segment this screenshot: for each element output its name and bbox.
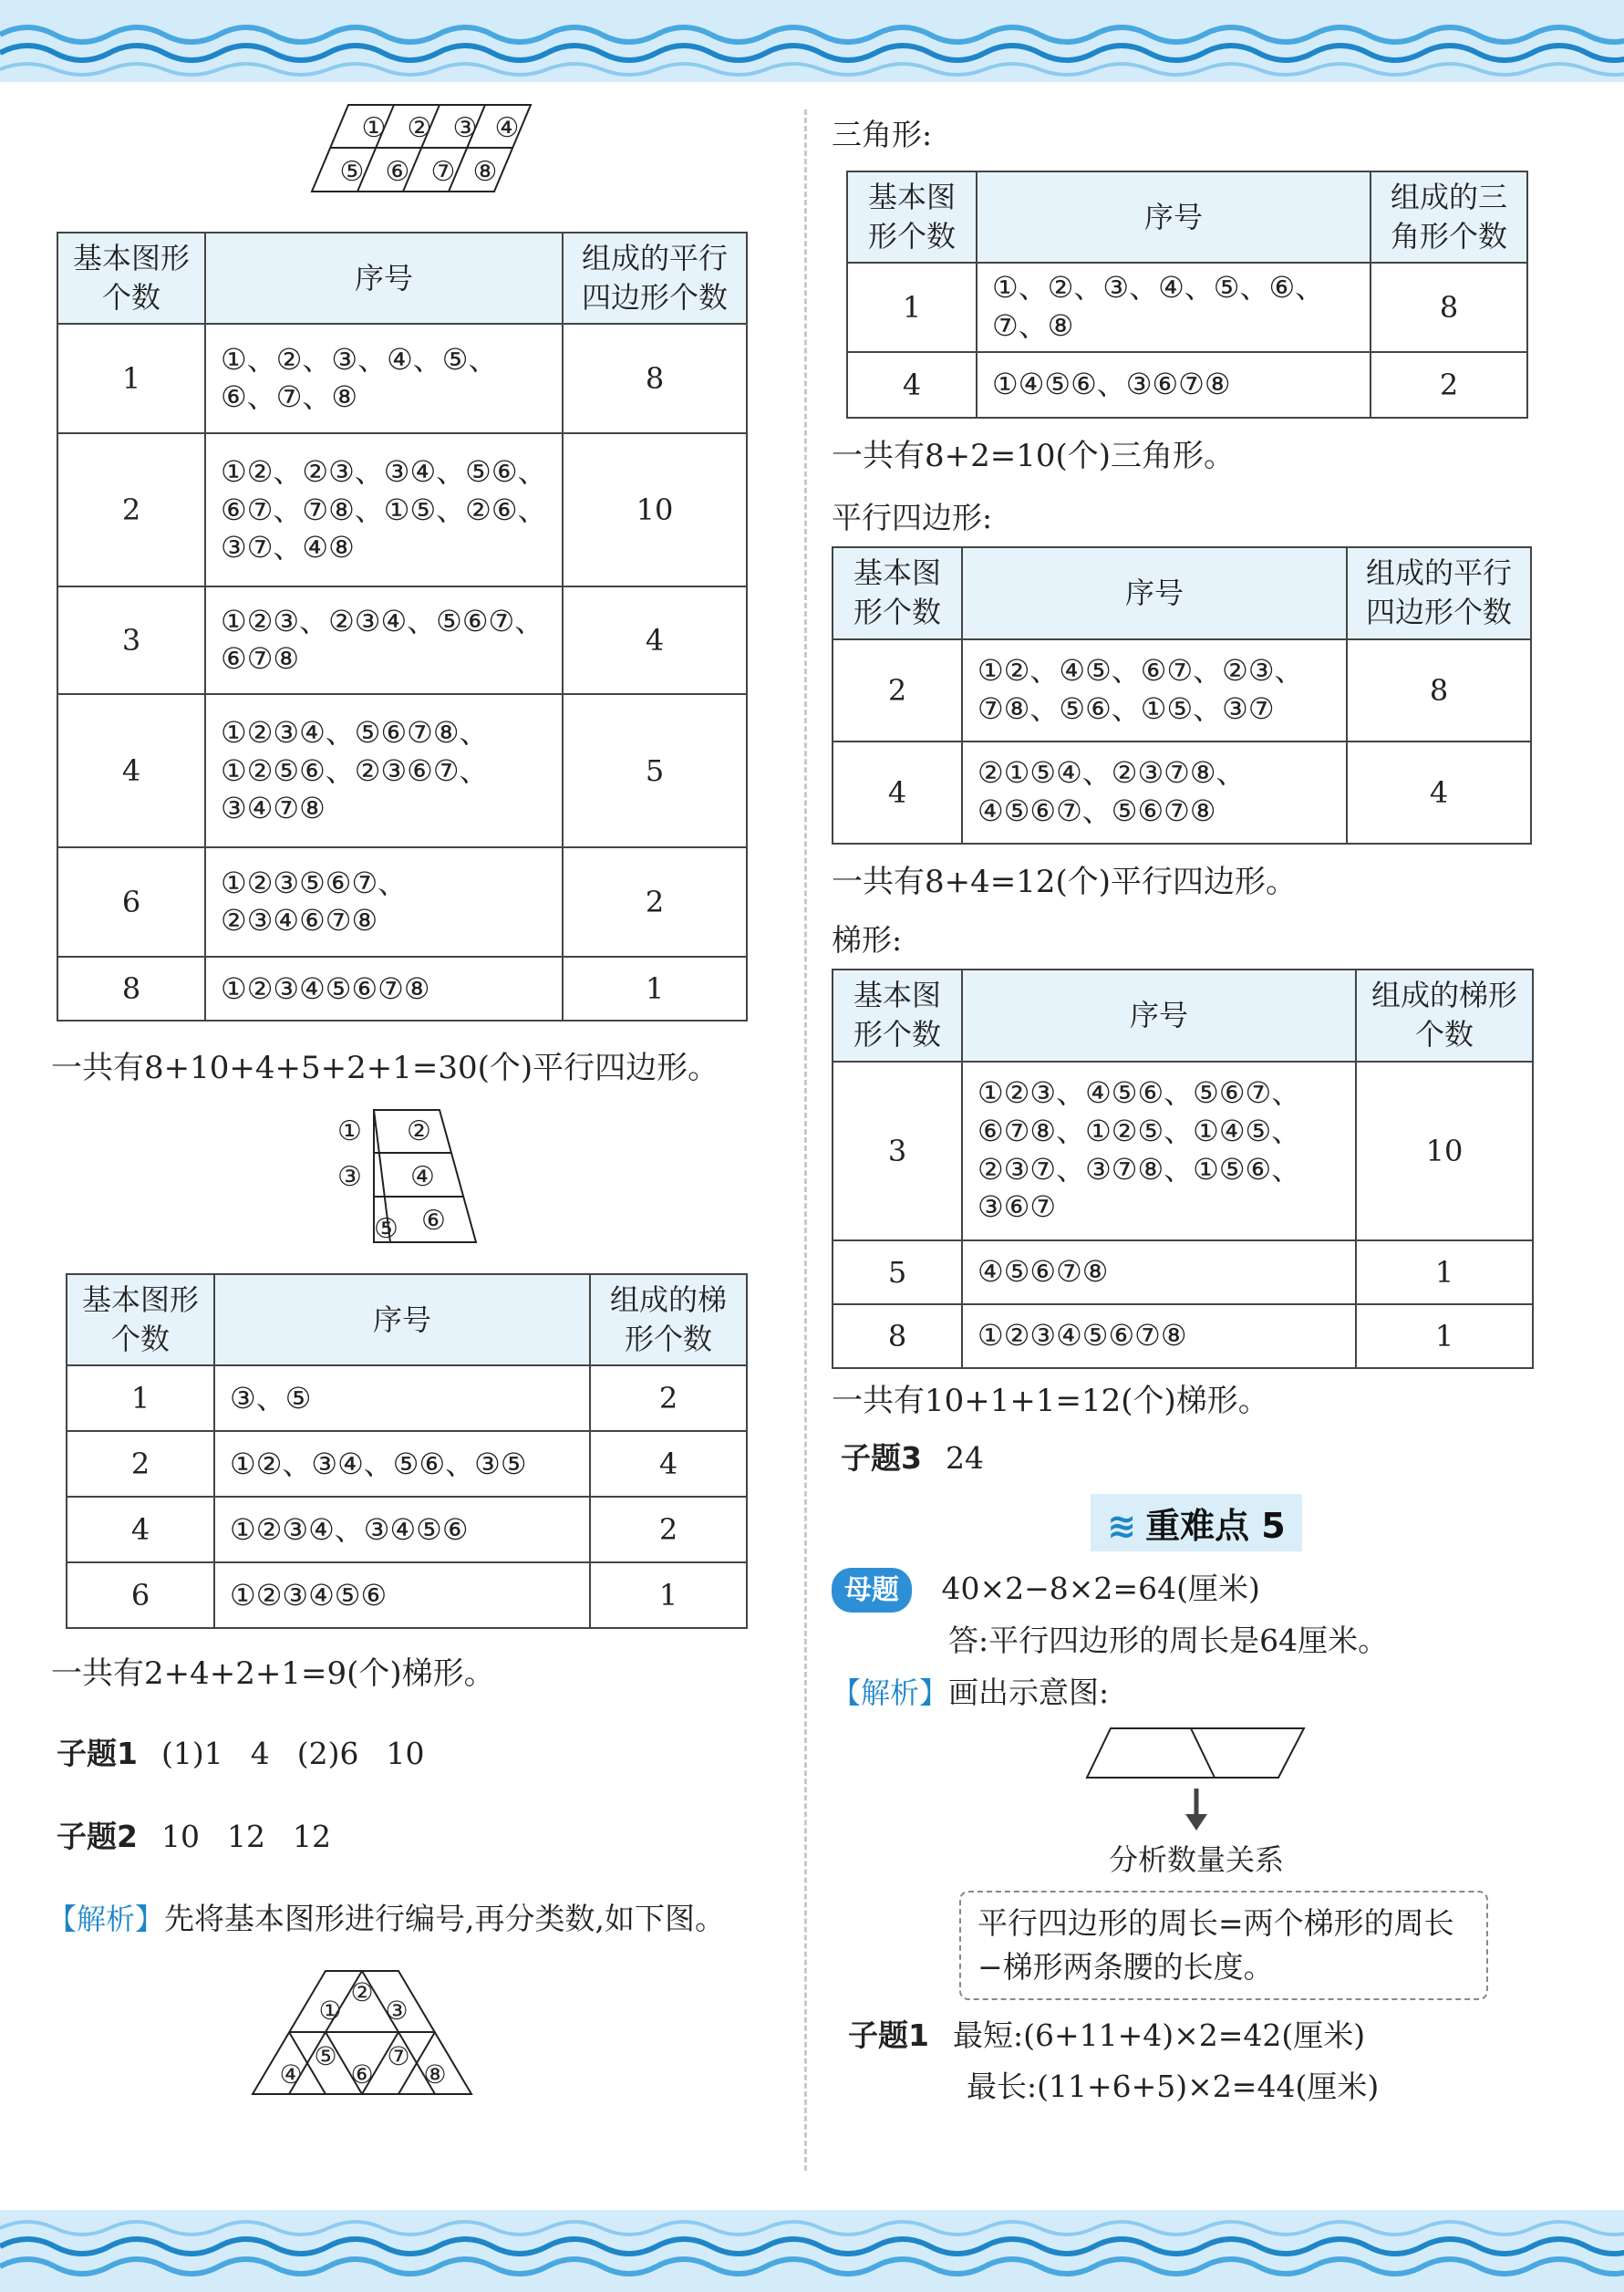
relation-box: 平行四边形的周长=两个梯形的周长−梯形两条腰的长度。 [959,1891,1488,2000]
svg-text:⑦: ⑦ [387,2041,410,2072]
table-cell: 6 [67,1562,214,1628]
parallelogram-count-table [57,232,748,1022]
column-divider [804,109,807,2171]
table-cell: 1 [590,1562,747,1628]
triangle-label: 三角形: [832,117,933,152]
svg-text:⑤: ⑤ [339,156,365,188]
table-cell: ②①⑤④、②③⑦⑧、④⑤⑥⑦、⑤⑥⑦⑧ [962,742,1347,844]
table-cell: 1 [67,1365,214,1431]
table-cell: ①、②、③、④、⑤、⑥、⑦、⑧ [205,324,563,433]
svg-text:⑤: ⑤ [374,1212,398,1245]
table-cell: ①②、③④、⑤⑥、③⑤ [214,1431,590,1497]
table-cell: 10 [1356,1062,1533,1240]
svg-text:⑧: ⑧ [423,2059,447,2090]
total-trapezoids: 一共有2+4+2+1=9(个)梯形。 [51,1655,495,1693]
svg-text:②: ② [407,1115,431,1147]
table-cell: 2 [833,639,962,742]
table-cell: 4 [847,352,977,418]
table-cell: 4 [590,1431,747,1497]
svg-text:③: ③ [385,1996,409,2027]
table-cell: ①②③④⑤⑥ [214,1562,590,1628]
table-header: 序号 [977,171,1371,263]
subquestion-2: 子题2 10 12 12 [57,1819,331,1855]
table-header: 基本图形个数 [67,1274,214,1365]
svg-text:①: ① [361,112,387,144]
subquestion-3: 子题3 24 [841,1440,984,1477]
table-cell: 8 [57,957,205,1021]
table-cell: 8 [1347,639,1531,742]
svg-text:⑥: ⑥ [385,156,410,188]
subquestion-1-right: 子题1 最短:(6+11+4)×2=42(厘米) [848,2017,1366,2054]
table-cell: ①②、②③、③④、⑤⑥、⑥⑦、⑦⑧、①⑤、②⑥、③⑦、④⑧ [205,433,563,586]
right-column [832,100,1561,2109]
table-header: 组成的平行四边形个数 [563,233,747,324]
table-header: 基本图形个数 [847,171,977,263]
svg-text:④: ④ [279,2059,303,2090]
mother-badge: 母题 [832,1568,912,1613]
table-header: 组成的平行四边形个数 [1347,547,1531,638]
table-cell: ①②、④⑤、⑥⑦、②③、⑦⑧、⑤⑥、①⑤、③⑦ [962,639,1347,742]
svg-text:①: ① [337,1115,362,1147]
table-cell: 8 [833,1304,962,1368]
table-cell: 3 [57,586,205,694]
analysis-right: 【解析】画出示意图: [832,1675,1110,1711]
trapezoid-count-table-2 [832,969,1534,1368]
table-cell: ①②③④、③④⑤⑥ [214,1497,590,1562]
table-header: 组成的三角形个数 [1371,171,1527,263]
mother-problem: 母题 40×2−8×2=64(厘米) [832,1566,1561,1613]
table-cell: 4 [1347,742,1531,844]
total-trapezoids-2: 一共有10+1+1=12(个)梯形。 [832,1382,1269,1419]
longest-line: 最长:(11+6+5)×2=44(厘米) [967,2068,1380,2104]
total-triangles: 一共有8+2=10(个)三角形。 [832,437,1236,474]
table-cell: 2 [1371,352,1527,418]
section-heading: ≋ 重难点 5 [1091,1494,1302,1551]
table-cell: ①②③④⑤⑥⑦⑧ [205,957,563,1021]
table-cell: 2 [57,433,205,586]
table-cell: ①④⑤⑥、③⑥⑦⑧ [977,352,1371,418]
svg-text:②: ② [407,112,432,144]
svg-text:③: ③ [337,1160,362,1193]
triangle-grid-figure [243,1966,481,2103]
svg-text:③: ③ [452,112,478,144]
table-cell: 1 [57,324,205,433]
triangle-count-table [846,171,1528,419]
table-cell: 4 [563,586,747,694]
total-parallelograms: 一共有8+10+4+5+2+1=30(个)平行四边形。 [51,1050,719,1087]
trapezoid-split-figure [330,1105,512,1251]
top-wave-band [0,0,1624,82]
svg-text:②: ② [350,1977,374,2008]
table-cell: ①②③⑤⑥⑦、②③④⑥⑦⑧ [205,847,563,957]
table-cell: 8 [1371,263,1527,351]
table-header: 基本图形个数 [833,970,962,1061]
table-cell: 4 [57,694,205,847]
table-header: 基本图形个数 [833,547,962,638]
analysis-left: 【解析】先将基本图形进行编号,再分类数,如下图。 [47,1900,725,1936]
table-cell: 2 [590,1365,747,1431]
svg-text:⑥: ⑥ [350,2059,374,2090]
table-cell: 6 [57,847,205,957]
svg-text:⑧: ⑧ [472,156,498,188]
parallelogram-grid-figure [303,100,540,201]
svg-text:⑦: ⑦ [430,156,456,188]
svg-text:①: ① [318,1996,342,2027]
table-header: 组成的梯形个数 [1356,970,1533,1061]
table-cell: ①②③④⑤⑥⑦⑧ [962,1304,1356,1368]
svg-text:⑤: ⑤ [314,2041,337,2072]
table-cell: 1 [563,957,747,1021]
table-cell: ①②③④、⑤⑥⑦⑧、①②⑤⑥、②③⑥⑦、③④⑦⑧ [205,694,563,847]
table-cell: ①、②、③、④、⑤、⑥、⑦、⑧ [977,263,1371,351]
table-cell: 4 [67,1497,214,1562]
table-cell: ③、⑤ [214,1365,590,1431]
table-cell: ④⑤⑥⑦⑧ [962,1240,1356,1304]
table-cell: 1 [847,263,977,351]
svg-text:④: ④ [494,112,520,144]
parallelogram-count-table-2 [832,546,1532,844]
bottom-wave-band [0,2210,1624,2292]
table-cell: ①②③、②③④、⑤⑥⑦、⑥⑦⑧ [205,586,563,694]
flow-caption: 分析数量关系 [1108,1841,1284,1877]
table-header: 组成的梯形个数 [590,1274,747,1365]
parallelogram-split-diagram [832,1721,1561,1840]
trapezoid-count-table [66,1273,748,1629]
table-cell: 3 [833,1062,962,1240]
table-header: 基本图形个数 [57,233,205,324]
table-header: 序号 [205,233,563,324]
table-cell: 2 [67,1431,214,1497]
wave-icon: ≋ [1107,1505,1137,1546]
table-header: 序号 [962,547,1347,638]
table-cell: 5 [563,694,747,847]
svg-text:④: ④ [410,1160,435,1193]
table-cell: 1 [1356,1304,1533,1368]
svg-text:⑥: ⑥ [421,1204,446,1237]
left-column [47,100,786,2103]
subquestion-1: 子题1 (1)1 4 (2)6 10 [57,1735,425,1771]
table-header: 序号 [214,1274,590,1365]
parallelogram-label: 平行四边形: [832,500,993,536]
table-cell: 10 [563,433,747,586]
table-cell: ①②③、④⑤⑥、⑤⑥⑦、⑥⑦⑧、①②⑤、①④⑤、②③⑦、③⑦⑧、①⑤⑥、③⑥⑦ [962,1062,1356,1240]
mother-answer: 答:平行四边形的周长是64厘米。 [948,1622,1389,1658]
trapezoid-label: 梯形: [832,922,903,959]
table-cell: 5 [833,1240,962,1304]
total-parallelograms-2: 一共有8+4=12(个)平行四边形。 [832,863,1298,900]
table-cell: 4 [833,742,962,844]
table-header: 序号 [962,970,1356,1061]
table-cell: 1 [1356,1240,1533,1304]
table-cell: 2 [590,1497,747,1562]
table-cell: 2 [563,847,747,957]
table-cell: 8 [563,324,747,433]
